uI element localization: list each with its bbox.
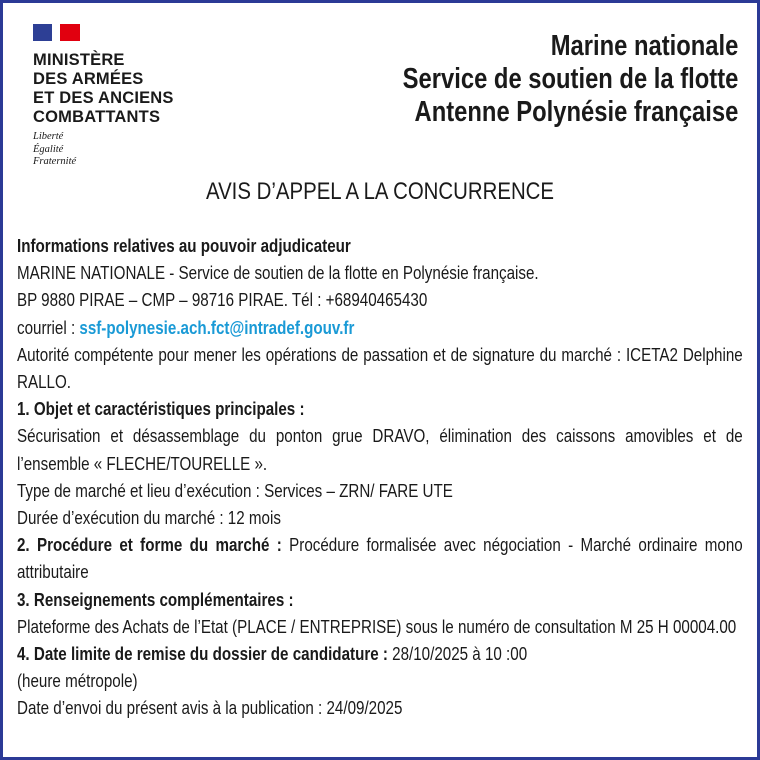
ministry-line: DES ARMÉES xyxy=(33,70,144,88)
marianne-flag-icon xyxy=(33,24,80,41)
header-line: Antenne Polynésie française xyxy=(414,96,738,128)
body-text: Autorité compétente pour mener les opérations de passation et de signature du marché : ICETA2 Delphine RALLO. xyxy=(17,343,743,393)
body-text: Date d’envoi du présent avis à la publication : 24/09/2025 xyxy=(17,697,403,719)
header-line: Marine nationale xyxy=(550,30,738,62)
notice-body xyxy=(17,232,743,722)
body-text: Type de marché et lieu d’exécution : Services – ZRN/ FARE UTE xyxy=(17,479,453,501)
body-text: BP 9880 PIRAE – CMP – 98716 PIRAE. Tél : +68940465430 xyxy=(17,289,428,311)
section-heading: 1. Objet et caractéristiques principales : xyxy=(17,398,305,420)
body-text: (heure métropole) xyxy=(17,670,138,692)
body-text: 28/10/2025 à 10 :00 xyxy=(387,643,528,665)
ministry-line: MINISTÈRE xyxy=(33,51,125,69)
section-heading: 4. Date limite de remise du dossier de candidature : xyxy=(17,643,388,665)
body-text: Procédure formalisée avec négociation - Marché ordinaire mono attributaire xyxy=(17,534,743,583)
section-heading: Informations relatives au pouvoir adjudicateur xyxy=(17,235,351,256)
body-text: Plateforme des Achats de l’Etat (PLACE / ENTREPRISE) sous le numéro de consultation M 25 H 00004.00 xyxy=(17,615,737,637)
motto-line: Fraternité xyxy=(33,156,77,167)
notice-title: AVIS D’APPEL A LA CONCURRENCE xyxy=(205,178,555,205)
motto-line: Égalité xyxy=(33,143,64,155)
motto-line: Liberté xyxy=(33,131,64,142)
section-heading: 3. Renseignements complémentaires : xyxy=(17,588,294,610)
header-line: Service de soutien de la flotte xyxy=(402,63,738,95)
section-heading: 2. Procédure et forme du marché : xyxy=(17,534,282,556)
ministry-name xyxy=(33,51,174,127)
issuer-header xyxy=(402,30,738,129)
body-text: Sécurisation et désassemblage du ponton grue DRAVO, élimination des caissons amovibles et de l’ensemble « FLECHE/TOURELLE ». xyxy=(17,425,743,474)
ministry-logo xyxy=(33,24,174,169)
email-link[interactable]: ssf-polynesie.ach.fct@intradef.gouv.fr xyxy=(79,316,355,338)
email-label: courriel : xyxy=(17,316,80,338)
ministry-line: ET DES ANCIENS xyxy=(33,89,174,107)
body-text: MARINE NATIONALE - Service de soutien de la flotte en Polynésie française. xyxy=(17,262,539,284)
ministry-line: COMBATTANTS xyxy=(33,108,161,126)
motto xyxy=(33,131,174,169)
body-text: Durée d’exécution du marché : 12 mois xyxy=(17,507,281,529)
